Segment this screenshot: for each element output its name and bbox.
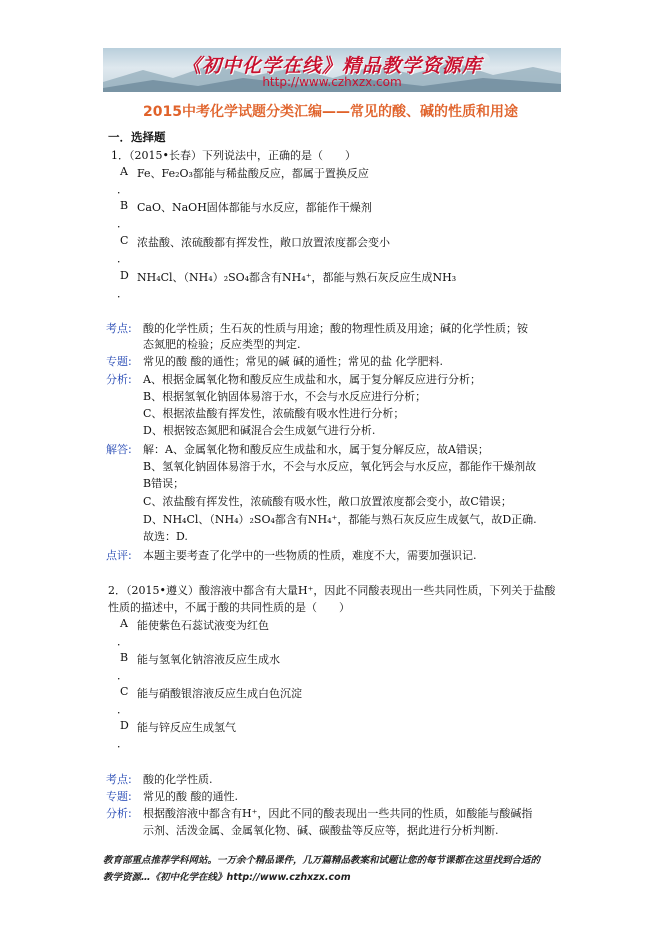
q1-option-a-dot: ．: [117, 183, 128, 196]
q1-fenxi-line: D、根据铵态氮肥和碱混合会生成氨气进行分析.: [143, 424, 376, 437]
banner-url-link[interactable]: http://www.czhxzx.com: [262, 75, 402, 89]
q1-option-d-text: NH₄Cl、（NH₄）₂SO₄都含有NH₄⁺，都能与熟石灰反应生成NH₃: [137, 271, 457, 284]
q2-option-a-letter: A: [120, 617, 128, 630]
header-banner: [103, 48, 561, 92]
q1-option-c-dot: ．: [117, 252, 128, 265]
q2-option-b-text: 能与氢氧化钠溶液反应生成水: [137, 653, 280, 666]
q2-kaodian-tag: 考点:: [106, 773, 132, 786]
q1-zhuanti-text: 常见的酸 酸的通性；常见的碱 碱的通性；常见的盐 化学肥料.: [143, 355, 443, 368]
q2-option-d-dot: ．: [117, 737, 128, 750]
q1-option-a-letter: A: [120, 165, 128, 178]
q2-option-c-text: 能与硝酸银溶液反应生成白色沉淀: [137, 687, 302, 700]
q2-option-a-dot: ．: [117, 635, 128, 648]
q1-jieda-line: B、氢氧化钠固体易溶于水，不会与水反应，氧化钙会与水反应，都能作干燥剂故: [143, 460, 537, 473]
q1-fenxi-line: A、根据金属氧化物和酸反应生成盐和水，属于复分解反应进行分析；: [143, 373, 481, 386]
q1-dianping-tag: 点评:: [106, 549, 132, 562]
q2-option-a-text: 能使紫色石蕊试液变为红色: [137, 619, 269, 632]
q1-option-b-dot: ．: [117, 217, 128, 230]
q2-fenxi-tag: 分析:: [106, 807, 132, 820]
banner-title: 《初中化学在线》精品教学资源库: [181, 55, 482, 77]
q1-dianping-text: 本题主要考查了化学中的一些物质的性质，难度不大，需要加强识记.: [143, 549, 477, 562]
q1-option-c-text: 浓盐酸、浓硫酸都有挥发性，敞口放置浓度都会变小: [137, 236, 390, 249]
q2-option-c-letter: C: [120, 685, 129, 698]
q1-fenxi-line: C、根据浓盐酸有挥发性，浓硫酸有吸水性进行分析；: [143, 407, 405, 420]
q1-fenxi-line: B、根据氢氧化钠固体易溶于水，不会与水反应进行分析；: [143, 390, 427, 403]
q2-stem-line2: 性质的描述中，不属于酸的共同性质的是（ ）: [108, 601, 350, 614]
q1-kaodian-line2: 态氮肥的检验；反应类型的判定.: [143, 338, 301, 351]
section-heading: 一．选择题: [108, 130, 166, 144]
q1-kaodian-tag: 考点:: [106, 322, 132, 335]
q1-option-d-dot: ．: [117, 287, 128, 300]
q1-zhuanti-tag: 专题:: [106, 355, 132, 368]
q2-fenxi-line2: 示剂、活泼金属、金属氧化物、碱、碳酸盐等反应等，据此进行分析判断.: [143, 824, 499, 837]
q1-jieda-tag: 解答:: [106, 443, 132, 456]
q1-fenxi-tag: 分析:: [106, 373, 132, 386]
q1-jieda-line: D、NH₄Cl、（NH₄）₂SO₄都含有NH₄⁺，都能与熟石灰反应生成氨气，故D正确.: [143, 513, 537, 526]
q2-option-d-text: 能与锌反应生成氢气: [137, 721, 236, 734]
q1-jieda-line: B错误；: [143, 477, 185, 490]
q2-stem-line1: 2．（2015•遵义）酸溶液中都含有大量H⁺，因此不同酸表现出一些共同性质，下列关于盐酸: [108, 584, 556, 597]
footer-line2: 教学资源…《初中化学在线》http://www.czhxzx.com: [103, 872, 351, 883]
q2-option-b-letter: B: [120, 651, 129, 664]
q2-kaodian-text: 酸的化学性质.: [143, 773, 213, 786]
q2-option-d-letter: D: [120, 719, 129, 732]
document-title: 2015中考化学试题分类汇编——常见的酸、碱的性质和用途: [143, 104, 518, 120]
q1-option-d-letter: D: [120, 269, 129, 282]
q1-option-b-text: CaO、NaOH固体都能与水反应，都能作干燥剂: [137, 201, 372, 214]
q1-jieda-line: 解：A、金属氧化物和酸反应生成盐和水，属于复分解反应，故A错误；: [143, 443, 489, 456]
footer-line1: 教育部重点推荐学科网站。一万余个精品课件，几万篇精品教案和试题让您的每节课都在这里找到合适的: [103, 855, 541, 866]
q1-kaodian-line1: 酸的化学性质；生石灰的性质与用途；酸的物理性质及用途；碱的化学性质；铵: [143, 322, 528, 335]
q2-option-c-dot: ．: [117, 703, 128, 716]
q2-fenxi-line1: 根据酸溶液中都含有H⁺，因此不同的酸表现出一些共同的性质，如酸能与酸碱指: [143, 807, 533, 820]
q1-jieda-line: 故选：D.: [143, 530, 188, 543]
q1-stem: 1．（2015•长春）下列说法中，正确的是（ ）: [111, 149, 356, 162]
q1-option-a-text: Fe、Fe₂O₃都能与稀盐酸反应，都属于置换反应: [137, 167, 369, 180]
q1-option-c-letter: C: [120, 234, 129, 247]
q2-zhuanti-text: 常见的酸 酸的通性.: [143, 790, 238, 803]
q1-jieda-line: C、浓盐酸有挥发性，浓硫酸有吸水性，敞口放置浓度都会变小，故C错误；: [143, 495, 512, 508]
q2-option-b-dot: ．: [117, 669, 128, 682]
q2-zhuanti-tag: 专题:: [106, 790, 132, 803]
q1-option-b-letter: B: [120, 199, 129, 212]
